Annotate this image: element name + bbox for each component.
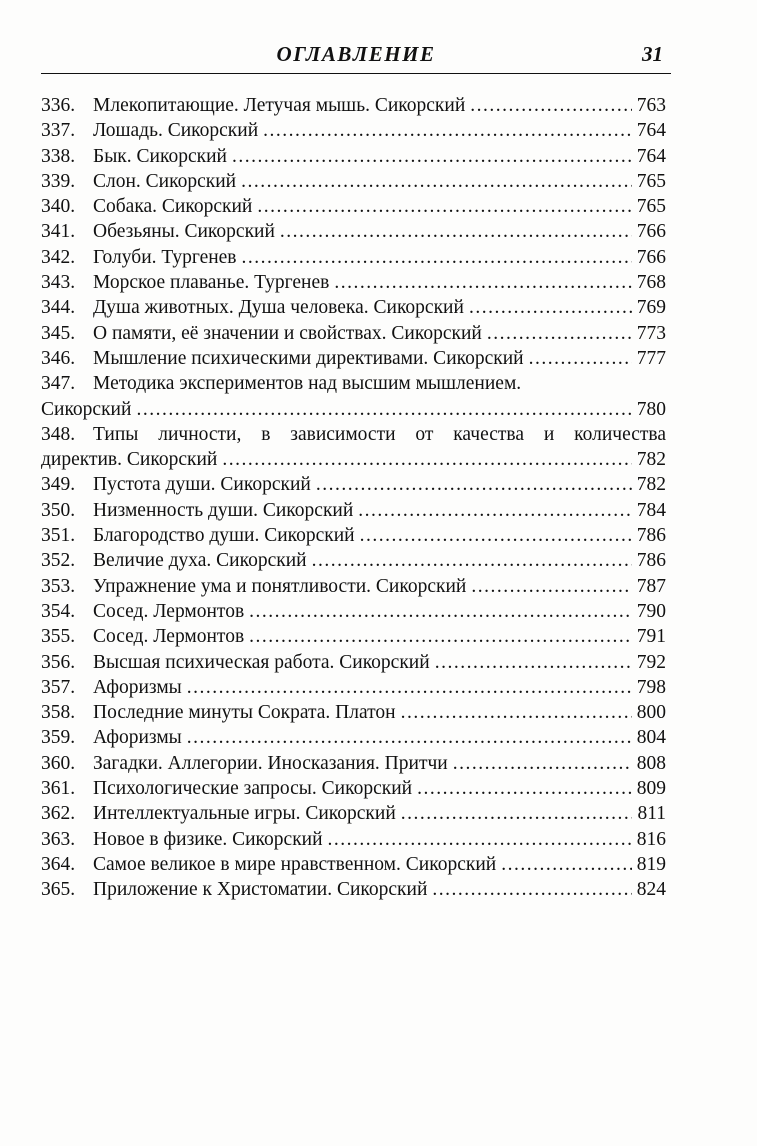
dot-leader [470, 93, 631, 118]
entry-page: 782 [636, 449, 666, 471]
dot-leader [360, 523, 632, 548]
toc-entry [41, 599, 666, 624]
entry-title-line2: Сикорский [41, 398, 132, 420]
toc-entry [41, 700, 666, 725]
entry-number: 365. [41, 879, 76, 901]
dot-leader [501, 852, 632, 877]
entry-number: 362. [41, 803, 76, 825]
toc-entry [41, 472, 666, 497]
toc-entry [41, 751, 666, 776]
toc-entry [41, 801, 666, 826]
dot-leader [487, 321, 632, 346]
entry-title: Обезьяны. Сикорский [93, 221, 275, 243]
toc-entry [41, 93, 666, 118]
entry-page: 800 [636, 702, 666, 724]
toc-entry [41, 725, 666, 750]
entry-number: 338. [41, 145, 76, 167]
toc-entry [41, 118, 666, 143]
running-title: ОГЛАВЛЕНИЕ [276, 42, 436, 66]
entry-number: 340. [41, 196, 76, 218]
entry-number: 344. [41, 297, 76, 319]
entry-title: Душа животных. Душа человека. Сикорский [93, 297, 464, 319]
dot-leader [249, 599, 632, 624]
header-rule [41, 73, 671, 74]
toc-entry [41, 194, 666, 219]
toc-entry [41, 776, 666, 801]
entry-number: 351. [41, 525, 76, 547]
toc-entry [41, 624, 666, 649]
entry-title: Афоризмы [93, 676, 182, 698]
entry-title: Морское плаванье. Тургенев [93, 272, 330, 294]
entry-number: 336. [41, 95, 76, 116]
dot-leader [401, 801, 633, 826]
dot-leader [435, 650, 632, 675]
entry-page: 804 [636, 727, 666, 749]
dot-leader [469, 295, 632, 320]
entry-title: Млекопитающие. Летучая мышь. Сикорский [93, 95, 466, 116]
entry-number: 354. [41, 600, 76, 622]
entry-title: Мышление психическими директивами. Сикорский [93, 347, 524, 369]
dot-leader [328, 827, 632, 852]
dot-leader [312, 548, 632, 573]
entry-page: 790 [636, 600, 666, 622]
entry-number: 364. [41, 853, 76, 875]
toc-entry [41, 295, 666, 320]
toc-entry [41, 346, 666, 371]
dot-leader [280, 219, 632, 244]
dot-leader [187, 675, 632, 700]
dot-leader [242, 245, 632, 270]
entry-title: Психологические запросы. Сикорский [93, 778, 413, 800]
dot-leader [417, 776, 632, 801]
dot-leader [334, 270, 631, 295]
entry-page: 786 [636, 525, 666, 547]
entry-page: 787 [636, 575, 666, 597]
entry-number: 360. [41, 752, 76, 774]
entry-title: Сосед. Лермонтов [93, 626, 245, 648]
entry-page: 816 [636, 828, 666, 850]
entry-page: 824 [636, 879, 666, 901]
entry-title: Собака. Сикорский [93, 196, 253, 218]
toc-entry [41, 650, 666, 675]
page-number: 31 [642, 42, 663, 66]
toc-entry [41, 548, 666, 573]
entry-title: Новое в физике. Сикорский [93, 828, 323, 850]
entry-title: Сосед. Лермонтов [93, 600, 245, 622]
entry-title: Самое великое в мире нравственном. Сикорский [93, 853, 497, 875]
entry-second-line [41, 447, 666, 472]
toc-entry [41, 422, 666, 473]
entry-page: 809 [636, 778, 666, 800]
dot-leader [529, 346, 632, 371]
entry-number: 348. [41, 423, 76, 445]
entry-first-line [41, 422, 666, 447]
entry-page: 766 [636, 221, 666, 243]
dot-leader [249, 624, 632, 649]
entry-title: Голуби. Тургенев [93, 246, 237, 268]
entry-page: 798 [636, 676, 666, 698]
entry-page: 782 [636, 474, 666, 496]
entry-page: 768 [636, 272, 666, 294]
entry-page: 764 [636, 145, 666, 167]
entry-title: Интеллектуальные игры. Сикорский [93, 803, 396, 825]
entry-page: 808 [636, 752, 666, 774]
entry-page: 777 [636, 347, 666, 369]
entry-first-line [41, 371, 666, 396]
toc-entry [41, 574, 666, 599]
toc-entry [41, 169, 666, 194]
running-head [41, 42, 671, 72]
entry-number: 355. [41, 626, 76, 648]
entry-title: Приложение к Христоматии. Сикорский [93, 879, 428, 901]
toc-entry [41, 827, 666, 852]
entry-page: 784 [636, 499, 666, 521]
entry-title: Афоризмы [93, 727, 182, 749]
entry-title: Лошадь. Сикорский [93, 120, 259, 142]
entry-title: Пустота души. Сикорский [93, 474, 311, 496]
entry-page: 791 [636, 626, 666, 648]
entry-number: 352. [41, 550, 76, 572]
entry-number: 345. [41, 322, 76, 344]
entry-title: Упражнение ума и понятливости. Сикорский [93, 575, 467, 597]
table-of-contents [41, 93, 666, 903]
entry-title: Загадки. Аллегории. Иносказания. Притчи [93, 752, 448, 774]
entry-number: 363. [41, 828, 76, 850]
entry-page: 765 [636, 196, 666, 218]
dot-leader [432, 877, 631, 902]
entry-title: Последние минуты Сократа. Платон [93, 702, 396, 724]
entry-number: 346. [41, 347, 76, 369]
toc-entry [41, 498, 666, 523]
dot-leader [471, 574, 631, 599]
entry-number: 349. [41, 474, 76, 496]
entry-number: 341. [41, 221, 76, 243]
entry-second-line [41, 397, 666, 422]
entry-title: Слон. Сикорский [93, 170, 237, 192]
entry-title: Благородство души. Сикорский [93, 525, 355, 547]
entry-page: 764 [636, 120, 666, 142]
entry-number: 350. [41, 499, 76, 521]
entry-number: 353. [41, 575, 76, 597]
entry-page: 792 [636, 651, 666, 673]
entry-number: 361. [41, 778, 76, 800]
dot-leader [187, 725, 632, 750]
entry-page: 765 [636, 170, 666, 192]
entry-title-line1: Методика экспериментов над высшим мышлением. [93, 373, 522, 395]
entry-title: Величие духа. Сикорский [93, 550, 307, 572]
toc-entry [41, 371, 666, 422]
toc-entry [41, 321, 666, 346]
dot-leader [263, 118, 632, 143]
entry-number: 357. [41, 676, 76, 698]
entry-title: О памяти, её значении и свойствах. Сикорский [93, 322, 482, 344]
entry-page: 763 [636, 95, 666, 116]
toc-entry [41, 523, 666, 548]
entry-page: 780 [636, 398, 666, 420]
dot-leader [316, 472, 632, 497]
toc-entry [41, 877, 666, 902]
entry-number: 359. [41, 727, 76, 749]
entry-number: 347. [41, 373, 76, 395]
entry-number: 356. [41, 651, 76, 673]
entry-title-line2: директив. Сикорский [41, 449, 218, 471]
entry-page: 769 [636, 297, 666, 319]
entry-title: Низменность души. Сикорский [93, 499, 354, 521]
toc-entry [41, 852, 666, 877]
entry-page: 773 [636, 322, 666, 344]
dot-leader [222, 447, 631, 472]
toc-entry [41, 675, 666, 700]
dot-leader [453, 751, 632, 776]
entry-page: 819 [636, 853, 666, 875]
toc-entry [41, 245, 666, 270]
dot-leader [358, 498, 631, 523]
toc-entry [41, 144, 666, 169]
entry-title: Бык. Сикорский [93, 145, 227, 167]
entry-title: Высшая психическая работа. Сикорский [93, 651, 430, 673]
entry-page: 766 [636, 246, 666, 268]
entry-number: 358. [41, 702, 76, 724]
toc-entry [41, 219, 666, 244]
entry-number: 343. [41, 272, 76, 294]
dot-leader [257, 194, 631, 219]
dot-leader [401, 700, 632, 725]
entry-number: 339. [41, 170, 76, 192]
entry-page: 811 [637, 803, 666, 825]
dot-leader [241, 169, 632, 194]
dot-leader [136, 397, 631, 422]
dot-leader [232, 144, 632, 169]
entry-title-line1: Типы личности, в зависимости от качества и количества [93, 423, 666, 445]
entry-number: 342. [41, 246, 76, 268]
entry-page: 786 [636, 550, 666, 572]
entry-number: 337. [41, 120, 76, 142]
toc-entry [41, 270, 666, 295]
